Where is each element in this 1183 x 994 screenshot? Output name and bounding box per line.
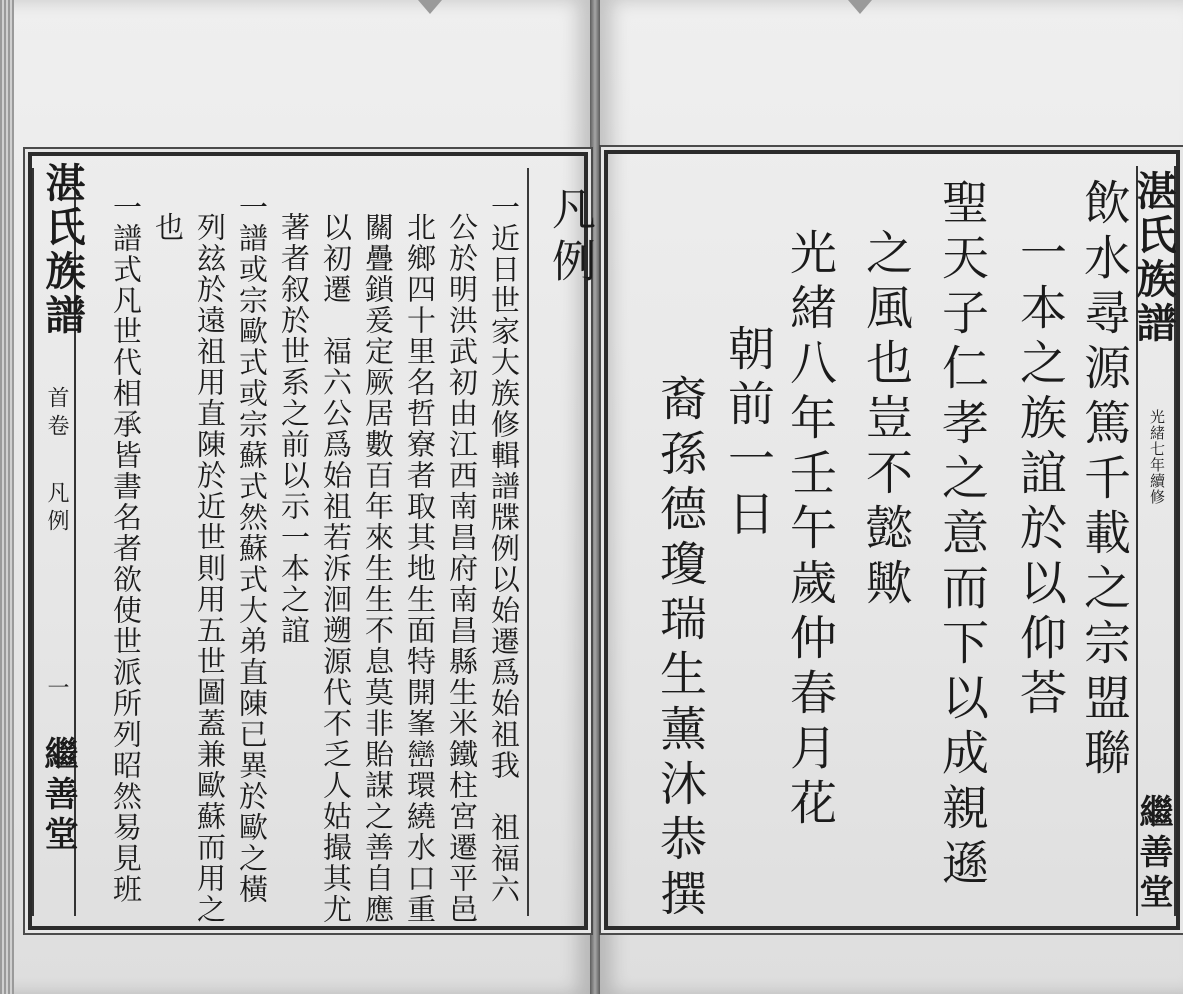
preface-column-7: 裔孫德瓊瑞生薰沐恭撰 [652, 374, 707, 924]
preface-column-5: 光緒八年壬午歲仲春月花 [782, 228, 837, 833]
text-column-1: 一近日世家大族修輯譜牒例以始遷爲始祖我 祖福六 [487, 192, 521, 905]
text-column-4: 關疊鎖爰定厥居數百年來生生不息莫非貽謀之善自應 [361, 212, 395, 925]
text-column-10: 一譜式凡世代相承皆書名者欲使世派所列昭然易見班 [109, 192, 143, 905]
left-band-hall-name: 繼善堂 [38, 736, 78, 856]
right-band-edition: 光緒七年續修 [1148, 409, 1166, 505]
fold-mark-right [848, 0, 872, 14]
left-text-frame [28, 152, 595, 930]
heading-rule [527, 168, 529, 916]
left-band-title: 湛氏族譜 [39, 162, 86, 338]
text-column-9: 也 [151, 212, 185, 243]
fold-mark-left [418, 0, 442, 14]
left-band-section: 凡例 [44, 481, 69, 537]
text-column-3: 北鄉四十里名哲寮者取其地生面特開峯巒環繞水口重 [403, 212, 437, 925]
text-column-8: 列玆於遠祖用直陳於近世則用五世圖蓋兼歐蘇而用之 [193, 212, 227, 925]
book-gutter [590, 0, 600, 994]
text-column-2: 公於明洪武初由江西南昌府南昌縣生米鐵柱宮遷平邑 [445, 212, 479, 925]
preface-column-4: 之風也豈不懿歟 [858, 228, 913, 613]
left-band-page-number: 一 [44, 676, 69, 700]
preface-column-3: 聖天子仁孝之意而下以成親遜 [934, 178, 989, 893]
section-heading: 凡例 [544, 186, 595, 290]
preface-column-2: 一本之族誼於以仰荅 [1012, 228, 1067, 723]
page-edge-stack [0, 0, 14, 994]
right-band-hall-name: 繼善堂 [1133, 794, 1173, 914]
right-text-frame [604, 150, 1180, 930]
preface-column-6: 朝前一日 [720, 324, 775, 544]
text-column-6: 著者叙於世系之前以示一本之誼 [277, 212, 311, 646]
right-band-title: 湛氏族譜 [1130, 170, 1177, 346]
preface-column-1: 飲水尋源篤千載之宗盟聯 [1076, 178, 1131, 783]
left-band-volume: 首卷 [44, 386, 69, 442]
text-column-7: 一譜或宗歐式或宗蘇式然蘇式大弟直陳已異於歐之橫 [235, 192, 269, 905]
text-column-5: 以初遷 福六公爲始祖若泝洄遡源代不乏人姑撮其尤 [319, 212, 353, 925]
